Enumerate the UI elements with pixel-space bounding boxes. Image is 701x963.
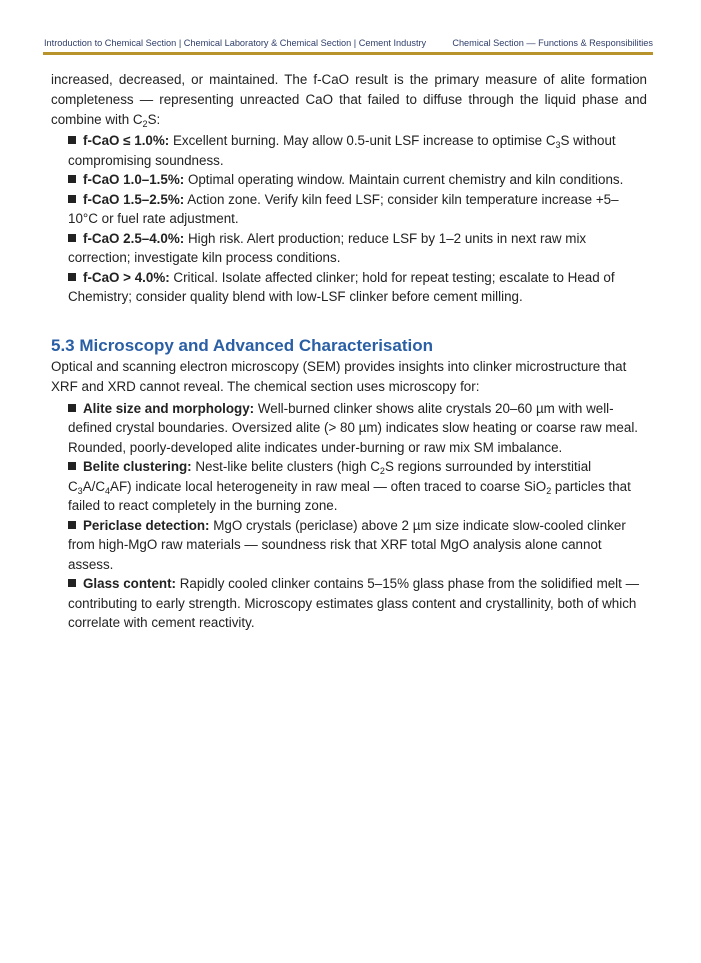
belite-sub-3: 4 [105, 485, 111, 496]
bullet-square-icon [68, 579, 76, 587]
fcao-item-text: Critical. Isolate affected clinker; hold for repeat testing; escalate to Head of Chemistry; consider quality blend with low-LSF clinker before cement milling. [68, 269, 615, 304]
belite-text-1: Nest-like belite clusters (high C [191, 459, 380, 474]
bullet-square-icon [68, 136, 76, 144]
micro-item-belite [68, 457, 647, 516]
fcao-item-text: Optimal operating window. Maintain current chemistry and kiln conditions. [184, 172, 624, 187]
micro-item-text: MgO crystals (periclase) above 2 µm size indicate slow-cooled clinker from high-MgO raw materials — soundness risk that XRF total MgO analysis alone cannot assess. [68, 517, 626, 572]
section-intro: Optical and scanning electron microscopy (SEM) provides insights into clinker microstructure that XRF and XRD cannot reveal. The chemical section uses microscopy for: [51, 358, 627, 394]
bullet-square-icon [68, 234, 76, 242]
belite-text-4: AF) indicate local heterogeneity in raw meal — often traced to coarse SiO [110, 478, 547, 494]
fcao-item-label: f-CaO ≤ 1.0%: [83, 133, 170, 148]
micro-item-label: Alite size and morphology: [83, 400, 255, 416]
micro-item-label: Glass content: [83, 576, 177, 591]
fcao-item-sub: 3 [555, 140, 561, 150]
fcao-item-label: f-CaO 1.5–2.5%: [83, 191, 185, 207]
fcao-bullet-list [68, 131, 647, 307]
micro-item-text: Well-burned clinker shows alite crystals 20–60 µm with well-defined crystal boundaries. Oversized alite (> 80 µm) indicates slow heating or coarse raw meal. Rounded, poorly-developed alite indicates under-burning or raw mix SM imbalance. [68, 400, 639, 455]
para1-text-b: S: [147, 112, 161, 127]
belite-sub-1: 2 [379, 466, 385, 476]
page-content [51, 70, 647, 633]
micro-item-text: Rapidly cooled clinker contains 5–15% glass phase from the solidified melt — contributing to early strength. Microscopy estimates glass content and crystallinity, both of which correlate with cement reactivity. [68, 576, 639, 630]
bullet-square-icon [68, 404, 76, 412]
page-header [43, 36, 653, 55]
micro-item-label: Periclase detection: [83, 517, 210, 533]
bullet-square-icon [68, 521, 76, 529]
fcao-item-label: f-CaO 2.5–4.0%: [83, 230, 185, 246]
section-heading: 5.3 Microscopy and Advanced Characterisation [51, 335, 433, 355]
para1-sub: 2 [142, 119, 148, 129]
para1-text-a: increased, decreased, or maintained. The f-CaO result is the primary measure of alite formation completeness — representing unreacted CaO that failed to diffuse through the liquid phase and combine with C [51, 72, 647, 127]
micro-item-alite [68, 399, 647, 458]
fcao-item-3 [68, 190, 647, 229]
microscopy-bullet-list [68, 399, 647, 633]
belite-text-2: S regions surrounded by interstitial C [68, 459, 592, 494]
bullet-square-icon [68, 175, 76, 183]
fcao-item-text-2: S without compromising soundness. [68, 133, 616, 168]
micro-item-periclase [68, 516, 647, 575]
fcao-item-4 [68, 229, 647, 268]
header-left-text: Introduction to Chemical Section | Chemical Laboratory & Chemical Section | Cement Industry [44, 38, 427, 48]
bullet-square-icon [68, 195, 76, 203]
continuation-paragraph [51, 70, 647, 130]
fcao-item-text: Action zone. Verify kiln feed LSF; consider kiln temperature increase +5–10°C or fuel rate adjustment. [68, 191, 619, 226]
fcao-item-text: Excellent burning. May allow 0.5-unit LSF increase to optimise C [169, 133, 556, 148]
fcao-item-label: f-CaO 1.0–1.5%: [83, 172, 185, 187]
belite-text-3: A/C [82, 478, 106, 494]
fcao-item-5 [68, 268, 647, 307]
belite-sub-4: 2 [546, 485, 552, 496]
fcao-item-1 [68, 131, 647, 170]
belite-sub-2: 3 [77, 485, 83, 496]
micro-item-glass [68, 574, 647, 633]
belite-text-5: particles that failed to react completely in the burning zone. [68, 478, 631, 513]
fcao-item-label: f-CaO > 4.0%: [83, 269, 170, 285]
micro-item-label: Belite clustering: [83, 459, 192, 474]
bullet-square-icon [68, 462, 76, 470]
bullet-square-icon [68, 273, 76, 281]
header-right-text: Chemical Section — Functions & Responsibilities [452, 38, 653, 48]
fcao-item-text: High risk. Alert production; reduce LSF by 1–2 units in next raw mix correction; investigate kiln process conditions. [68, 230, 587, 265]
fcao-item-2 [68, 170, 647, 190]
